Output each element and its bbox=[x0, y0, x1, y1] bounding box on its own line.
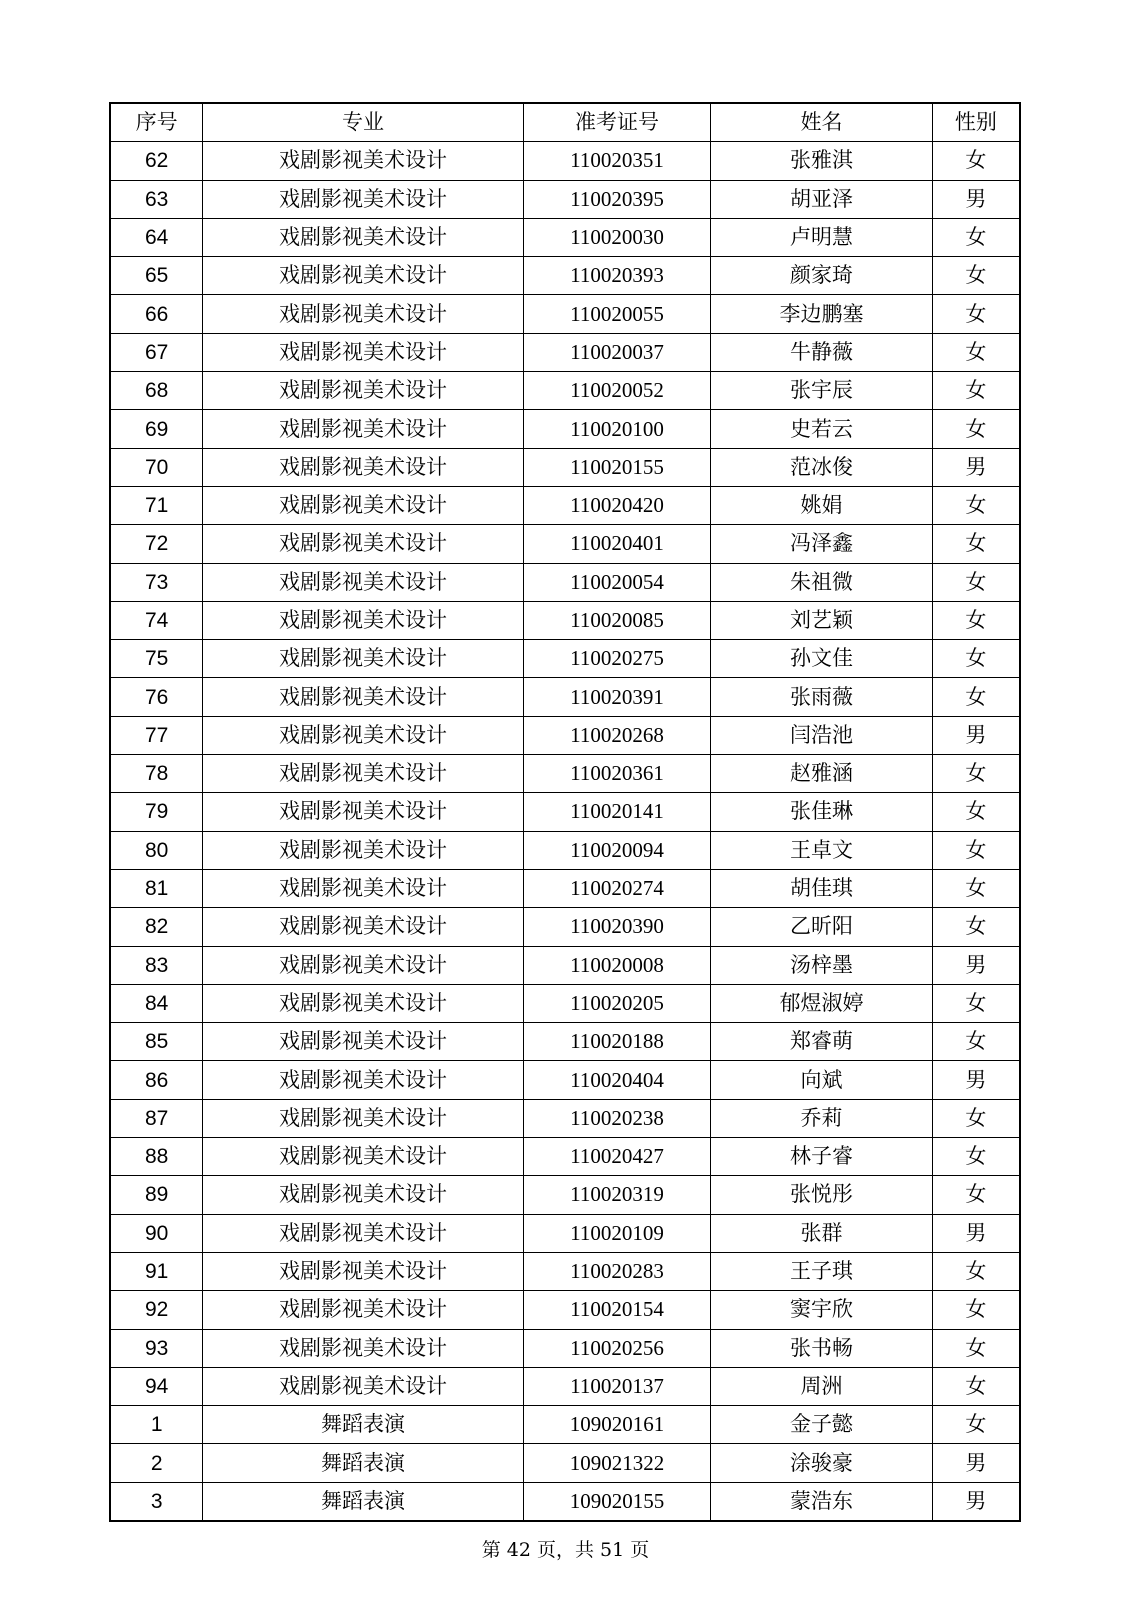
table-row bbox=[110, 755, 1020, 793]
cell-exam-id: 110020420 bbox=[523, 486, 711, 524]
cell-seq: 63 bbox=[110, 180, 203, 218]
cell-name: 张书畅 bbox=[711, 1329, 932, 1367]
cell-major: 戏剧影视美术设计 bbox=[203, 946, 523, 984]
cell-name: 冯泽鑫 bbox=[711, 525, 932, 563]
cell-major: 戏剧影视美术设计 bbox=[203, 563, 523, 601]
table-row bbox=[110, 1138, 1020, 1176]
table-row bbox=[110, 410, 1020, 448]
cell-name: 姚娟 bbox=[711, 486, 932, 524]
cell-name: 王子琪 bbox=[711, 1252, 932, 1290]
cell-name: 窦宇欣 bbox=[711, 1291, 932, 1329]
cell-seq: 83 bbox=[110, 946, 203, 984]
cell-gender: 男 bbox=[932, 1482, 1020, 1521]
cell-exam-id: 110020274 bbox=[523, 869, 711, 907]
table-row bbox=[110, 525, 1020, 563]
cell-major: 戏剧影视美术设计 bbox=[203, 601, 523, 639]
cell-seq: 86 bbox=[110, 1061, 203, 1099]
cell-seq: 82 bbox=[110, 908, 203, 946]
cell-major: 戏剧影视美术设计 bbox=[203, 410, 523, 448]
cell-major: 戏剧影视美术设计 bbox=[203, 1367, 523, 1405]
cell-gender: 女 bbox=[932, 908, 1020, 946]
cell-seq: 85 bbox=[110, 1023, 203, 1061]
cell-seq: 69 bbox=[110, 410, 203, 448]
cell-seq: 94 bbox=[110, 1367, 203, 1405]
cell-name: 张宇辰 bbox=[711, 372, 932, 410]
cell-major: 戏剧影视美术设计 bbox=[203, 525, 523, 563]
cell-major: 戏剧影视美术设计 bbox=[203, 869, 523, 907]
table-row bbox=[110, 640, 1020, 678]
cell-gender: 女 bbox=[932, 486, 1020, 524]
header-name: 姓名 bbox=[711, 103, 932, 142]
cell-gender: 男 bbox=[932, 1214, 1020, 1252]
cell-exam-id: 110020268 bbox=[523, 716, 711, 754]
cell-gender: 男 bbox=[932, 448, 1020, 486]
cell-major: 戏剧影视美术设计 bbox=[203, 142, 523, 180]
cell-gender: 女 bbox=[932, 793, 1020, 831]
header-exam-id: 准考证号 bbox=[523, 103, 711, 142]
cell-major: 戏剧影视美术设计 bbox=[203, 984, 523, 1022]
cell-gender: 女 bbox=[932, 1291, 1020, 1329]
cell-seq: 73 bbox=[110, 563, 203, 601]
cell-exam-id: 110020137 bbox=[523, 1367, 711, 1405]
cell-seq: 89 bbox=[110, 1176, 203, 1214]
table-row bbox=[110, 1406, 1020, 1444]
table-row bbox=[110, 1367, 1020, 1405]
cell-major: 戏剧影视美术设计 bbox=[203, 218, 523, 256]
cell-exam-id: 110020395 bbox=[523, 180, 711, 218]
cell-gender: 女 bbox=[932, 525, 1020, 563]
table-row bbox=[110, 180, 1020, 218]
cell-seq: 3 bbox=[110, 1482, 203, 1521]
cell-gender: 女 bbox=[932, 984, 1020, 1022]
cell-name: 胡亚泽 bbox=[711, 180, 932, 218]
cell-major: 戏剧影视美术设计 bbox=[203, 831, 523, 869]
cell-seq: 80 bbox=[110, 831, 203, 869]
cell-name: 乔莉 bbox=[711, 1099, 932, 1137]
admission-roster-table bbox=[109, 102, 1021, 1522]
cell-seq: 88 bbox=[110, 1138, 203, 1176]
cell-seq: 64 bbox=[110, 218, 203, 256]
cell-gender: 女 bbox=[932, 142, 1020, 180]
cell-exam-id: 110020100 bbox=[523, 410, 711, 448]
table-body bbox=[110, 142, 1020, 1521]
cell-exam-id: 110020155 bbox=[523, 448, 711, 486]
cell-gender: 女 bbox=[932, 678, 1020, 716]
cell-name: 林子睿 bbox=[711, 1138, 932, 1176]
cell-seq: 78 bbox=[110, 755, 203, 793]
cell-exam-id: 110020393 bbox=[523, 257, 711, 295]
cell-name: 范冰俊 bbox=[711, 448, 932, 486]
table-row bbox=[110, 333, 1020, 371]
cell-major: 舞蹈表演 bbox=[203, 1444, 523, 1482]
table-row bbox=[110, 1061, 1020, 1099]
cell-gender: 女 bbox=[932, 601, 1020, 639]
cell-seq: 71 bbox=[110, 486, 203, 524]
cell-seq: 65 bbox=[110, 257, 203, 295]
table-row bbox=[110, 448, 1020, 486]
cell-name: 史若云 bbox=[711, 410, 932, 448]
cell-gender: 女 bbox=[932, 218, 1020, 256]
cell-gender: 女 bbox=[932, 1138, 1020, 1176]
cell-major: 戏剧影视美术设计 bbox=[203, 1329, 523, 1367]
cell-exam-id: 110020391 bbox=[523, 678, 711, 716]
cell-name: 颜家琦 bbox=[711, 257, 932, 295]
cell-gender: 女 bbox=[932, 410, 1020, 448]
cell-gender: 女 bbox=[932, 1099, 1020, 1137]
cell-gender: 女 bbox=[932, 563, 1020, 601]
cell-exam-id: 110020037 bbox=[523, 333, 711, 371]
cell-exam-id: 110020141 bbox=[523, 793, 711, 831]
cell-exam-id: 110020154 bbox=[523, 1291, 711, 1329]
cell-major: 戏剧影视美术设计 bbox=[203, 257, 523, 295]
cell-major: 戏剧影视美术设计 bbox=[203, 486, 523, 524]
cell-exam-id: 110020351 bbox=[523, 142, 711, 180]
cell-major: 戏剧影视美术设计 bbox=[203, 678, 523, 716]
table-row bbox=[110, 1291, 1020, 1329]
cell-gender: 女 bbox=[932, 1406, 1020, 1444]
cell-name: 乙昕阳 bbox=[711, 908, 932, 946]
table-row bbox=[110, 1329, 1020, 1367]
table-row bbox=[110, 218, 1020, 256]
table-row bbox=[110, 1023, 1020, 1061]
cell-seq: 1 bbox=[110, 1406, 203, 1444]
cell-major: 戏剧影视美术设计 bbox=[203, 908, 523, 946]
cell-name: 张雨薇 bbox=[711, 678, 932, 716]
cell-name: 周洲 bbox=[711, 1367, 932, 1405]
table-row bbox=[110, 563, 1020, 601]
cell-exam-id: 110020085 bbox=[523, 601, 711, 639]
cell-exam-id: 110020283 bbox=[523, 1252, 711, 1290]
table-row bbox=[110, 1482, 1020, 1521]
table-row bbox=[110, 142, 1020, 180]
cell-exam-id: 110020361 bbox=[523, 755, 711, 793]
cell-name: 孙文佳 bbox=[711, 640, 932, 678]
cell-name: 涂骏豪 bbox=[711, 1444, 932, 1482]
table-row bbox=[110, 678, 1020, 716]
cell-name: 郑睿萌 bbox=[711, 1023, 932, 1061]
cell-gender: 男 bbox=[932, 946, 1020, 984]
cell-major: 戏剧影视美术设计 bbox=[203, 1061, 523, 1099]
cell-exam-id: 109020155 bbox=[523, 1482, 711, 1521]
table-header-row bbox=[110, 103, 1020, 142]
cell-exam-id: 110020054 bbox=[523, 563, 711, 601]
table-row bbox=[110, 1099, 1020, 1137]
cell-seq: 77 bbox=[110, 716, 203, 754]
cell-name: 胡佳琪 bbox=[711, 869, 932, 907]
cell-gender: 女 bbox=[932, 295, 1020, 333]
cell-seq: 75 bbox=[110, 640, 203, 678]
cell-major: 戏剧影视美术设计 bbox=[203, 755, 523, 793]
cell-name: 郁煜淑婷 bbox=[711, 984, 932, 1022]
cell-exam-id: 110020008 bbox=[523, 946, 711, 984]
table-row bbox=[110, 1176, 1020, 1214]
cell-exam-id: 110020256 bbox=[523, 1329, 711, 1367]
cell-exam-id: 110020319 bbox=[523, 1176, 711, 1214]
cell-exam-id: 110020094 bbox=[523, 831, 711, 869]
table-row bbox=[110, 1214, 1020, 1252]
cell-exam-id: 110020205 bbox=[523, 984, 711, 1022]
table-row bbox=[110, 793, 1020, 831]
cell-gender: 女 bbox=[932, 257, 1020, 295]
cell-gender: 女 bbox=[932, 1367, 1020, 1405]
cell-seq: 81 bbox=[110, 869, 203, 907]
table-row bbox=[110, 257, 1020, 295]
cell-seq: 91 bbox=[110, 1252, 203, 1290]
cell-major: 舞蹈表演 bbox=[203, 1406, 523, 1444]
cell-gender: 女 bbox=[932, 1023, 1020, 1061]
cell-name: 金子懿 bbox=[711, 1406, 932, 1444]
cell-gender: 女 bbox=[932, 755, 1020, 793]
cell-seq: 87 bbox=[110, 1099, 203, 1137]
cell-major: 戏剧影视美术设计 bbox=[203, 448, 523, 486]
cell-exam-id: 109021322 bbox=[523, 1444, 711, 1482]
table-row bbox=[110, 946, 1020, 984]
cell-major: 戏剧影视美术设计 bbox=[203, 1252, 523, 1290]
cell-major: 戏剧影视美术设计 bbox=[203, 295, 523, 333]
header-gender: 性别 bbox=[932, 103, 1020, 142]
cell-name: 朱祖微 bbox=[711, 563, 932, 601]
cell-seq: 79 bbox=[110, 793, 203, 831]
cell-major: 戏剧影视美术设计 bbox=[203, 1214, 523, 1252]
cell-major: 戏剧影视美术设计 bbox=[203, 716, 523, 754]
cell-name: 向斌 bbox=[711, 1061, 932, 1099]
table-row bbox=[110, 372, 1020, 410]
page-number-footer: 第 42 页，共 51 页 bbox=[481, 1539, 650, 1561]
header-major: 专业 bbox=[203, 103, 523, 142]
table-row bbox=[110, 869, 1020, 907]
cell-major: 戏剧影视美术设计 bbox=[203, 1291, 523, 1329]
cell-seq: 66 bbox=[110, 295, 203, 333]
table-row bbox=[110, 831, 1020, 869]
cell-gender: 男 bbox=[932, 1061, 1020, 1099]
table-row bbox=[110, 601, 1020, 639]
cell-seq: 68 bbox=[110, 372, 203, 410]
cell-major: 戏剧影视美术设计 bbox=[203, 1099, 523, 1137]
cell-major: 戏剧影视美术设计 bbox=[203, 1023, 523, 1061]
cell-seq: 2 bbox=[110, 1444, 203, 1482]
table-row bbox=[110, 295, 1020, 333]
cell-name: 赵雅涵 bbox=[711, 755, 932, 793]
cell-major: 戏剧影视美术设计 bbox=[203, 640, 523, 678]
table-row bbox=[110, 716, 1020, 754]
cell-name: 闫浩池 bbox=[711, 716, 932, 754]
cell-name: 卢明慧 bbox=[711, 218, 932, 256]
cell-seq: 92 bbox=[110, 1291, 203, 1329]
cell-major: 戏剧影视美术设计 bbox=[203, 1176, 523, 1214]
cell-name: 刘艺颖 bbox=[711, 601, 932, 639]
cell-seq: 74 bbox=[110, 601, 203, 639]
cell-name: 张佳琳 bbox=[711, 793, 932, 831]
cell-major: 戏剧影视美术设计 bbox=[203, 1138, 523, 1176]
cell-major: 戏剧影视美术设计 bbox=[203, 372, 523, 410]
cell-name: 张雅淇 bbox=[711, 142, 932, 180]
cell-name: 张群 bbox=[711, 1214, 932, 1252]
cell-seq: 76 bbox=[110, 678, 203, 716]
cell-gender: 女 bbox=[932, 831, 1020, 869]
cell-gender: 男 bbox=[932, 1444, 1020, 1482]
cell-exam-id: 110020401 bbox=[523, 525, 711, 563]
cell-major: 戏剧影视美术设计 bbox=[203, 793, 523, 831]
cell-seq: 84 bbox=[110, 984, 203, 1022]
table-row bbox=[110, 1444, 1020, 1482]
cell-seq: 93 bbox=[110, 1329, 203, 1367]
cell-exam-id: 110020052 bbox=[523, 372, 711, 410]
cell-gender: 女 bbox=[932, 640, 1020, 678]
cell-exam-id: 110020238 bbox=[523, 1099, 711, 1137]
cell-name: 牛静薇 bbox=[711, 333, 932, 371]
cell-seq: 67 bbox=[110, 333, 203, 371]
cell-exam-id: 110020055 bbox=[523, 295, 711, 333]
cell-name: 李边鹏塞 bbox=[711, 295, 932, 333]
cell-gender: 男 bbox=[932, 716, 1020, 754]
cell-gender: 女 bbox=[932, 869, 1020, 907]
cell-name: 汤梓墨 bbox=[711, 946, 932, 984]
cell-exam-id: 110020030 bbox=[523, 218, 711, 256]
cell-name: 张悦彤 bbox=[711, 1176, 932, 1214]
cell-name: 蒙浩东 bbox=[711, 1482, 932, 1521]
cell-exam-id: 110020390 bbox=[523, 908, 711, 946]
cell-gender: 女 bbox=[932, 333, 1020, 371]
cell-seq: 70 bbox=[110, 448, 203, 486]
cell-major: 戏剧影视美术设计 bbox=[203, 333, 523, 371]
header-seq: 序号 bbox=[110, 103, 203, 142]
cell-name: 王卓文 bbox=[711, 831, 932, 869]
table-row bbox=[110, 1252, 1020, 1290]
cell-major: 戏剧影视美术设计 bbox=[203, 180, 523, 218]
cell-gender: 男 bbox=[932, 180, 1020, 218]
cell-seq: 62 bbox=[110, 142, 203, 180]
cell-exam-id: 109020161 bbox=[523, 1406, 711, 1444]
cell-exam-id: 110020275 bbox=[523, 640, 711, 678]
table-row bbox=[110, 984, 1020, 1022]
cell-exam-id: 110020109 bbox=[523, 1214, 711, 1252]
cell-seq: 72 bbox=[110, 525, 203, 563]
table-row bbox=[110, 908, 1020, 946]
table-row bbox=[110, 486, 1020, 524]
cell-gender: 女 bbox=[932, 1329, 1020, 1367]
cell-gender: 女 bbox=[932, 372, 1020, 410]
cell-gender: 女 bbox=[932, 1176, 1020, 1214]
cell-exam-id: 110020188 bbox=[523, 1023, 711, 1061]
cell-seq: 90 bbox=[110, 1214, 203, 1252]
cell-gender: 女 bbox=[932, 1252, 1020, 1290]
cell-exam-id: 110020427 bbox=[523, 1138, 711, 1176]
cell-exam-id: 110020404 bbox=[523, 1061, 711, 1099]
cell-major: 舞蹈表演 bbox=[203, 1482, 523, 1521]
